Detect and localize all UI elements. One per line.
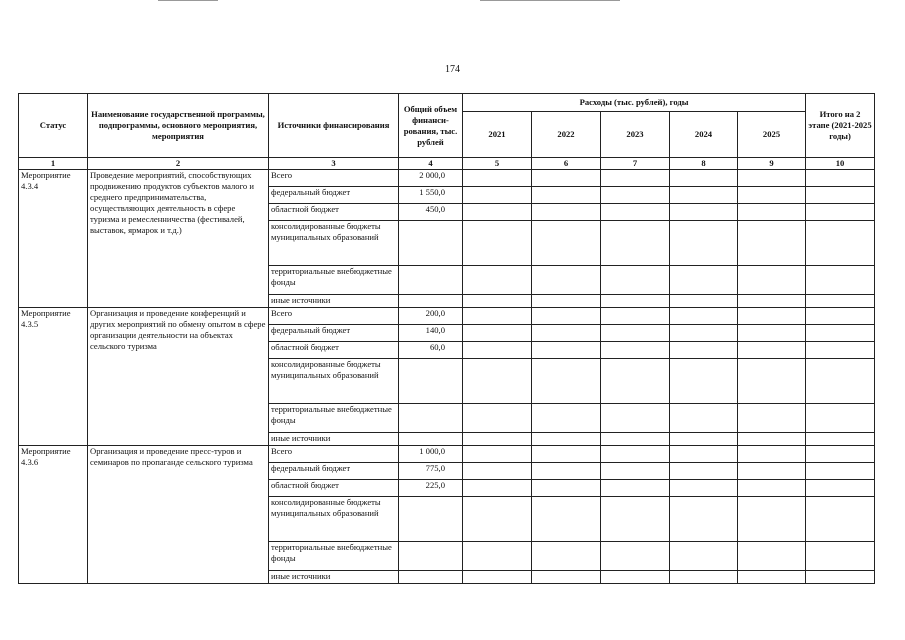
header-stage-total: Итого на 2 этапе (2021-2025 годы) — [806, 94, 875, 158]
total-amount — [399, 497, 463, 542]
stage-total-cell — [806, 342, 875, 359]
year-expense-cell — [463, 295, 532, 308]
source-regional: областной бюджет — [269, 204, 399, 221]
source-other: иные источники — [269, 295, 399, 308]
year-expense-cell — [532, 446, 601, 463]
year-expense-cell — [670, 204, 738, 221]
header-year: 2022 — [532, 112, 601, 158]
page-number: 174 — [445, 64, 460, 75]
year-expense-cell — [738, 463, 806, 480]
year-expense-cell — [601, 359, 670, 404]
total-amount — [399, 571, 463, 584]
source-offbudget: территориальные внебюджетные фонды — [269, 266, 399, 295]
year-expense-cell — [738, 433, 806, 446]
year-expense-cell — [532, 170, 601, 187]
year-expense-cell — [532, 308, 601, 325]
stage-total-cell — [806, 170, 875, 187]
year-expense-cell — [670, 325, 738, 342]
source-total: Всего — [269, 308, 399, 325]
table-row — [19, 446, 875, 463]
measure-status: Мероприятие 4.3.4 — [19, 170, 88, 308]
year-expense-cell — [532, 463, 601, 480]
stage-total-cell — [806, 359, 875, 404]
year-expense-cell — [738, 221, 806, 266]
year-expense-cell — [463, 433, 532, 446]
stage-total-cell — [806, 497, 875, 542]
year-expense-cell — [463, 342, 532, 359]
year-expense-cell — [532, 342, 601, 359]
stage-total-cell — [806, 221, 875, 266]
header-year: 2025 — [738, 112, 806, 158]
year-expense-cell — [601, 542, 670, 571]
stage-total-cell — [806, 571, 875, 584]
year-expense-cell — [670, 295, 738, 308]
total-amount — [399, 542, 463, 571]
year-expense-cell — [463, 446, 532, 463]
year-expense-cell — [601, 463, 670, 480]
source-municipal: консолидированные бюджеты муниципальных образований — [269, 359, 399, 404]
year-expense-cell — [532, 204, 601, 221]
total-amount — [399, 433, 463, 446]
year-expense-cell — [463, 542, 532, 571]
source-other: иные источники — [269, 571, 399, 584]
stage-total-cell — [806, 480, 875, 497]
year-expense-cell — [738, 404, 806, 433]
year-expense-cell — [738, 542, 806, 571]
stage-total-cell — [806, 446, 875, 463]
total-amount — [399, 359, 463, 404]
total-amount: 1 550,0 — [399, 187, 463, 204]
total-amount: 450,0 — [399, 204, 463, 221]
year-expense-cell — [601, 571, 670, 584]
year-expense-cell — [601, 187, 670, 204]
column-number: 3 — [269, 158, 399, 170]
header-expenses: Расходы (тыс. рублей), годы — [463, 94, 806, 112]
year-expense-cell — [670, 463, 738, 480]
total-amount: 140,0 — [399, 325, 463, 342]
year-expense-cell — [601, 497, 670, 542]
table-row — [19, 170, 875, 187]
year-expense-cell — [463, 463, 532, 480]
source-regional: областной бюджет — [269, 480, 399, 497]
year-expense-cell — [532, 266, 601, 295]
year-expense-cell — [670, 433, 738, 446]
measure-name: Проведение мероприятий, способствующих продвижению продуктов субъектов малого и среднего предпринимательства, осуществляющих деятельность в сфере туризма и ремесленничества (фестивалей, выставок, ярмарок и т.д.) — [88, 170, 269, 308]
scan-edge-mark — [480, 0, 620, 1]
year-expense-cell — [532, 295, 601, 308]
total-amount: 60,0 — [399, 342, 463, 359]
measure-name: Организация и проведение конференций и других мероприятий по обмену опытом в сфере организации деятельности на объектах сельского туризма — [88, 308, 269, 446]
stage-total-cell — [806, 204, 875, 221]
year-expense-cell — [532, 325, 601, 342]
header-year: 2023 — [601, 112, 670, 158]
header-status: Статус — [19, 94, 88, 158]
year-expense-cell — [532, 497, 601, 542]
source-total: Всего — [269, 446, 399, 463]
year-expense-cell — [670, 266, 738, 295]
year-expense-cell — [738, 497, 806, 542]
header-year: 2021 — [463, 112, 532, 158]
year-expense-cell — [463, 170, 532, 187]
year-expense-cell — [670, 170, 738, 187]
year-expense-cell — [463, 187, 532, 204]
year-expense-cell — [601, 221, 670, 266]
year-expense-cell — [532, 359, 601, 404]
source-municipal: консолидированные бюджеты муниципальных образований — [269, 497, 399, 542]
year-expense-cell — [670, 359, 738, 404]
header-sources: Источники финансирования — [269, 94, 399, 158]
total-amount — [399, 266, 463, 295]
column-number: 2 — [88, 158, 269, 170]
year-expense-cell — [670, 187, 738, 204]
stage-total-cell — [806, 295, 875, 308]
table-body — [19, 170, 875, 584]
year-expense-cell — [670, 404, 738, 433]
source-federal: федеральный бюджет — [269, 463, 399, 480]
year-expense-cell — [463, 204, 532, 221]
measure-name: Организация и проведение пресс-туров и семинаров по пропаганде сельского туризма — [88, 446, 269, 584]
year-expense-cell — [601, 480, 670, 497]
source-federal: федеральный бюджет — [269, 325, 399, 342]
year-expense-cell — [463, 480, 532, 497]
year-expense-cell — [738, 446, 806, 463]
year-expense-cell — [670, 542, 738, 571]
column-number: 10 — [806, 158, 875, 170]
year-expense-cell — [463, 308, 532, 325]
year-expense-cell — [670, 480, 738, 497]
header-name: Наименование государственной программы, подпрограммы, основного мероприятия, мероприятия — [88, 94, 269, 158]
year-expense-cell — [601, 342, 670, 359]
column-number-row — [19, 158, 875, 170]
year-expense-cell — [463, 325, 532, 342]
total-amount: 225,0 — [399, 480, 463, 497]
year-expense-cell — [601, 266, 670, 295]
stage-total-cell — [806, 266, 875, 295]
year-expense-cell — [601, 204, 670, 221]
year-expense-cell — [532, 542, 601, 571]
year-expense-cell — [532, 404, 601, 433]
column-number: 1 — [19, 158, 88, 170]
source-offbudget: территориальные внебюджетные фонды — [269, 404, 399, 433]
year-expense-cell — [601, 308, 670, 325]
column-number: 7 — [601, 158, 670, 170]
column-number: 5 — [463, 158, 532, 170]
total-amount: 1 000,0 — [399, 446, 463, 463]
year-expense-cell — [532, 433, 601, 446]
year-expense-cell — [601, 446, 670, 463]
year-expense-cell — [463, 497, 532, 542]
year-expense-cell — [670, 342, 738, 359]
year-expense-cell — [738, 480, 806, 497]
scan-edge-mark — [158, 0, 218, 1]
header-year: 2024 — [670, 112, 738, 158]
total-amount: 2 000,0 — [399, 170, 463, 187]
total-amount: 200,0 — [399, 308, 463, 325]
stage-total-cell — [806, 325, 875, 342]
total-amount — [399, 221, 463, 266]
year-expense-cell — [463, 266, 532, 295]
year-expense-cell — [738, 342, 806, 359]
source-offbudget: территориальные внебюджетные фонды — [269, 542, 399, 571]
year-expense-cell — [532, 571, 601, 584]
source-regional: областной бюджет — [269, 342, 399, 359]
year-expense-cell — [738, 266, 806, 295]
year-expense-cell — [670, 221, 738, 266]
stage-total-cell — [806, 187, 875, 204]
column-number: 9 — [738, 158, 806, 170]
year-expense-cell — [670, 571, 738, 584]
column-number: 6 — [532, 158, 601, 170]
year-expense-cell — [738, 571, 806, 584]
year-expense-cell — [738, 295, 806, 308]
source-municipal: консолидированные бюджеты муниципальных образований — [269, 221, 399, 266]
column-number: 8 — [670, 158, 738, 170]
financing-table — [18, 93, 875, 584]
year-expense-cell — [738, 325, 806, 342]
year-expense-cell — [601, 295, 670, 308]
measure-status: Мероприятие 4.3.5 — [19, 308, 88, 446]
year-expense-cell — [670, 497, 738, 542]
year-expense-cell — [532, 187, 601, 204]
year-expense-cell — [601, 433, 670, 446]
stage-total-cell — [806, 542, 875, 571]
year-expense-cell — [738, 187, 806, 204]
year-expense-cell — [601, 170, 670, 187]
year-expense-cell — [463, 221, 532, 266]
year-expense-cell — [738, 170, 806, 187]
year-expense-cell — [738, 359, 806, 404]
total-amount — [399, 404, 463, 433]
year-expense-cell — [670, 308, 738, 325]
total-amount: 775,0 — [399, 463, 463, 480]
source-other: иные источники — [269, 433, 399, 446]
stage-total-cell — [806, 404, 875, 433]
stage-total-cell — [806, 308, 875, 325]
column-number: 4 — [399, 158, 463, 170]
year-expense-cell — [532, 480, 601, 497]
measure-status: Мероприятие 4.3.6 — [19, 446, 88, 584]
year-expense-cell — [463, 571, 532, 584]
year-expense-cell — [532, 221, 601, 266]
stage-total-cell — [806, 433, 875, 446]
year-expense-cell — [601, 404, 670, 433]
total-amount — [399, 295, 463, 308]
header-total: Общий объем финанси-рования, тыс. рублей — [399, 94, 463, 158]
year-expense-cell — [670, 446, 738, 463]
year-expense-cell — [738, 308, 806, 325]
year-expense-cell — [601, 325, 670, 342]
year-expense-cell — [463, 404, 532, 433]
year-expense-cell — [738, 204, 806, 221]
stage-total-cell — [806, 463, 875, 480]
source-total: Всего — [269, 170, 399, 187]
table-row — [19, 308, 875, 325]
source-federal: федеральный бюджет — [269, 187, 399, 204]
year-expense-cell — [463, 359, 532, 404]
